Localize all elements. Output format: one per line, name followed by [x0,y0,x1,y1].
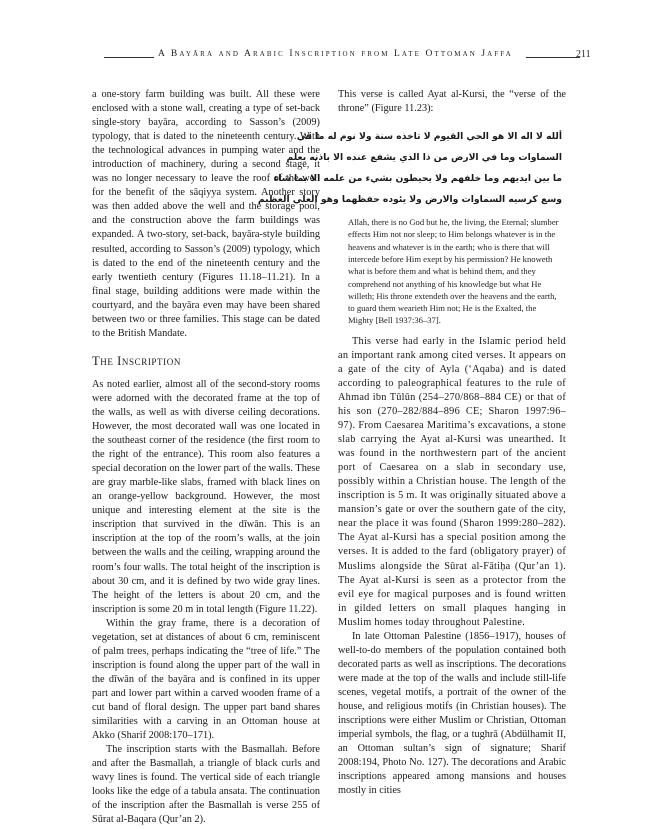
running-title: A Bayāra and Arabic Inscription from Late Ottoman Jaffa [158,49,513,59]
arabic-line: وسع كرسيه السماوات والارض ولا يئوده حفظهما وهو العلي العظيم [257,194,562,206]
header-rule-left [104,57,154,58]
arabic-verse-block [257,126,566,210]
right-paragraph-2: In late Ottoman Palestine (1856–1917), houses of well-to-do members of the population contained both decorated parts as well as inscriptions. The decorations were made at the top of the walls and include still-life scenes, vegetal motifs, a portrait of the owner of the house, and religious motifs (in Christian houses). The inscriptions were either Muslim or Christian, Ottoman imperial symbols, the flag, or a tughrā (Abdülhamit II, an Ottoman sultan’s sign of signature; Sharif 2008:194, Photo No. 127). The decorations and Arabic inscriptions appeared among mansions and houses mostly in cities [338,630,566,797]
arabic-line: السماوات وما في الارض من ذا الذي يشفع عنده الا باذنه يعلم [286,152,562,164]
header-rule-right [526,57,580,58]
right-column [257,88,566,798]
left-paragraph-1: a one-story farm building was built. All these were enclosed with a stone wall, creating a type of set-back single-story bayāra, according to Sasson’s (2009) typology, that is dated to the nineteenth century. With the technological advances in pumping water and the introduction of machinery, during a second stage, it was no longer necessary to leave the roof of the well for the benefit of the sāqiyya system. Another story was then added above the well and the storage pool, and the construction above the farm buildings was expanded. A two-story, set-back, bayāra-style building resulted, according to Sasson’s (2009) typology, which is dated to the end of the nineteenth century and the early twentieth century (Figures 11.18–11.21). In a final stage, building additions were made within the courtyard, and the bayāra even may have been shared between two or three families. This stage can be dated to the British Mandate. [92,89,320,339]
left-paragraph-4: The inscription starts with the Basmallah. Before and after the Basmallah, a triangle of black curls and wavy lines is found. The vertical side of each triangle looks like the edge of a tabula ansata. The continuation of the inscription after the Basmallah is verse 255 of Sūrat al-Baqara (Qur’an 2). [92,744,320,826]
section-heading: The Inscription [92,353,181,368]
arabic-line: ألله لا اله الا هو الحي القيوم لا تاخذه سنة ولا نوم له ما في [296,131,562,143]
translation-quote: Allah, there is no God but he, the living, the Eternal; slumber effects Him not nor sleep; to Him belongs whatever is in the heavens and whatever is in the earth; who is there that will intercede before Him exept by his permission? He knoweth what is before them and what is behind them, and they comprehend not anything of his knowledge but what He willeth; His throne extendeth over the heavens and the earth, to guard them wearieth Him not; He is the Exalted, the Mighty [Bell 1937:36–37]. [348,217,559,326]
arabic-line: ما بين ايديهم وما خلفهم ولا يحيطون بشيء من علمه الا بما شاء [273,173,562,185]
left-paragraph-3: Within the gray frame, there is a decoration of vegetation, set at distances of about 6 cm, reminiscent of palm trees, perhaps indicating the “tree of life.” The inscription is found along the upper part of the wall in the dīwān of the bayāra and is confined in its upper part and lower part within a carved wooden frame of a cut band of floral design. The upper part band shares similarities with a carving in an Ottoman house at Akko (Sharif 2008:170–171). [92,617,320,742]
running-header [90,48,591,66]
left-paragraph-2: As noted earlier, almost all of the second-story rooms were adorned with the decorated frame at the top of the walls, as well as with diverse ceiling decorations. However, the most decorated wall was one located in the southeast corner of the residence (the first room to the right of the entrance). This room also features a special decoration on the lower part of the walls. These are gray marble-like slabs, framed with black lines on an orange-yellow background. However, the most unique and interesting element at the site is the inscription that survived in the dīwān. This is an inscription at the top of the room’s walls, at the join between the walls and the ceiling, wrapping around the room’s four walls. The total height of the inscription is about 30 cm, and it is defined by two wide gray lines. The height of the letters is about 20 cm, and the inscription is some 20 m in total length (Figure 11.22). [92,378,320,615]
right-paragraph-1: This verse had early in the Islamic period held an important rank among cited verses. It appears on a gate of the city of Ayla (‘Aqaba) and is dated according to paleographical features to the rule of Ahmad ibn Tūlūn (254–270/868–884 CE) or that of his son (270–282/884–896 CE; Sharon 1997:96–97). From Caesarea Maritima’s excavations, a stone slab carrying the Ayat al-Kursi was unearthed. It was found in the northwestern part of the ancient port of Caesarea on a slab in secondary use, possibly within a Christian house. The length of the inscription is 5 m. It was originally situated above a mansion’s gate or over the southern gate of the city, near the place it was found (Sharon 1999:280–282). The Ayat al-Kursi has a special position among the verses. It is added to the fard (obligatory prayer) of Muslims alongside the Sūrat al-Fātiḥa (Qur’an 1). The Ayat al-Kursi is seen as a protector from the evil eye for magical purposes and is found written in gilded letters on small plaques hanging in Muslim homes today throughout Palestine. [338,335,566,628]
verse-intro: This verse is called Ayat al-Kursi, the “verse of the throne” (Figure 11.23): [338,89,566,115]
page-number: 211 [576,49,591,60]
